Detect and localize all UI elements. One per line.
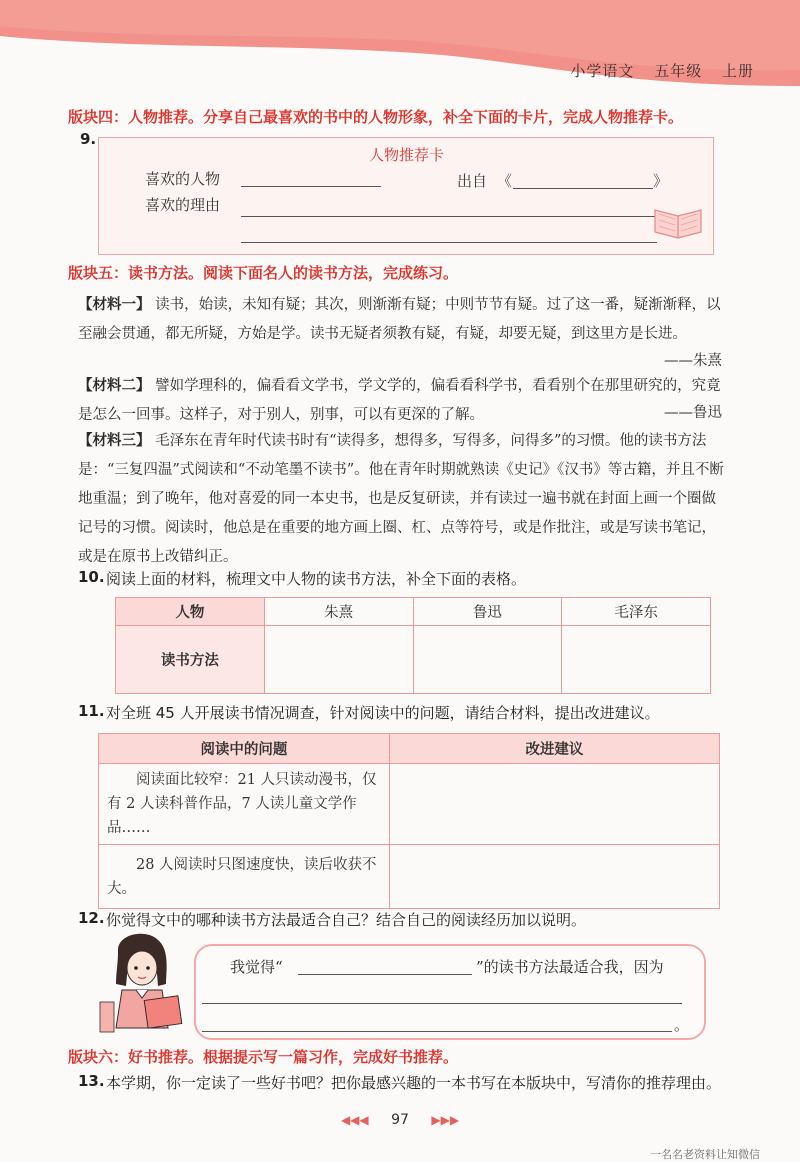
material-1-text: 读书，始读，未知有疑；其次，则渐渐有疑；中则节节有疑。过了这一番，疑渐渐释，以至融会贯通，都无所疑，方始是学。读书无疑者须教有疑，有疑，却要无疑，到这里方是长进。: [78, 297, 721, 342]
q12-number: 12.: [78, 909, 105, 927]
label-source: 出自: [457, 172, 488, 190]
footer-watermark-text: 一名名老资料让知微信: [650, 1148, 760, 1161]
material-3-label: 【材料三】: [78, 432, 151, 449]
section6-title: 版块六：好书推荐。根据提示写一篇习作，完成好书推荐。: [68, 1048, 459, 1066]
reason-blank-1[interactable]: [241, 215, 657, 217]
person-zhuxi: 朱熹: [264, 598, 413, 626]
section4-title: 版块四：人物推荐。分享自己最喜欢的书中的人物形象，补全下面的卡片，完成人物推荐卡。: [68, 108, 684, 126]
q10-col-header: 人物: [116, 598, 265, 626]
q11-problem-1: 阅读面比较窄：21 人只读动漫书，仅有 2 人读科普作品，7 人读儿童文学作品……: [99, 764, 390, 845]
material-3: [78, 426, 726, 576]
q12-method-blank[interactable]: [298, 973, 472, 975]
page-number: 97: [391, 1112, 409, 1128]
header-grade: 五年级: [654, 62, 703, 80]
label-person: 喜欢的人物: [145, 170, 221, 188]
card-title: 人物推荐卡: [369, 146, 445, 164]
q11-number: 11.: [78, 702, 105, 720]
q10-text: 阅读上面的材料，梳理文中人物的读书方法，补全下面的表格。: [106, 570, 527, 588]
material-2: [78, 371, 726, 431]
q11-header-problem: 阅读中的问题: [99, 734, 390, 764]
q11-header-suggestion: 改进建议: [389, 734, 719, 764]
q12-text: 你觉得文中的哪种读书方法最适合自己？结合自己的阅读经历加以说明。: [106, 911, 587, 929]
material-2-author: ——鲁迅: [664, 405, 722, 421]
method-cell-luxun[interactable]: [413, 626, 562, 694]
book-icon: [651, 198, 705, 244]
person-blank[interactable]: [241, 185, 381, 187]
q12-reason-blank-1[interactable]: [202, 1002, 682, 1004]
q11-text: 对全班 45 人开展读书情况调查，针对阅读中的问题，请结合材料，提出改进建议。: [106, 704, 660, 722]
girl-reading-illustration: [96, 928, 196, 1034]
method-cell-zhuxi[interactable]: [264, 626, 413, 694]
header-subject: 小学语文: [570, 62, 635, 80]
reason-blank-2[interactable]: [241, 241, 657, 243]
header-subject-info: [556, 60, 754, 81]
q10-table: [115, 597, 711, 694]
q10-row-header: 读书方法: [116, 626, 265, 694]
q11-table: [98, 733, 720, 909]
method-cell-maozedong[interactable]: [562, 626, 711, 694]
material-2-text: 譬如学理科的，偏看看文学书，学文学的，偏看看科学书，看看别个在那里研究的，究竟是怎么一回事。这样子，对于别人，别事，可以有更深的了解。: [78, 378, 721, 423]
q12-answer-bubble: [194, 944, 706, 1040]
next-arrows-icon: ▶▶▶: [431, 1113, 460, 1127]
q10-number: 10.: [78, 568, 105, 586]
q12-end-mark: 。: [674, 1016, 690, 1034]
header-volume: 上册: [721, 62, 754, 80]
q13-text: 本学期，你一定读了一些好书吧？把你最感兴趣的一本书写在本版块中，写清你的推荐理由。: [106, 1074, 722, 1092]
page-footer: [0, 1112, 800, 1128]
q11-suggestion-2[interactable]: [389, 845, 719, 909]
q11-problem-2: 28 人阅读时只图速度快，读后收获不大。: [99, 845, 390, 909]
material-1: [78, 290, 726, 380]
q12-prefix: 我觉得“: [230, 958, 283, 976]
material-1-label: 【材料一】: [78, 296, 151, 313]
label-reason: 喜欢的理由: [145, 196, 221, 214]
character-card: [98, 137, 714, 255]
section5-title: 版块五：读书方法。阅读下面名人的读书方法，完成练习。: [68, 264, 459, 282]
q12-reason-blank-2[interactable]: [202, 1030, 672, 1032]
material-1-author: ——朱熹: [664, 353, 722, 369]
book-close-mark: 》: [653, 172, 669, 190]
book-open-mark: 《: [497, 172, 513, 190]
q12-suffix: ”的读书方法最适合我，因为: [476, 958, 664, 976]
prev-arrows-icon: ◀◀◀: [340, 1113, 369, 1127]
q9-number: 9.: [80, 130, 97, 148]
q13-number: 13.: [78, 1072, 105, 1090]
source-blank[interactable]: [513, 187, 653, 189]
material-3-text: 毛泽东在青年时代读书时有“读得多，想得多，写得多，问得多”的习惯。他的读书方法是：“三复四温”式阅读和“不动笔墨不读书”。他在青年时期就熟读《史记》《汉书》等古籍，并且不断地重温；到了晚年，他对喜爱的同一本史书，也是反复研读，并有读过一遍书就在封面上画一个圈做记号的习惯。阅读时，他总是在重要的地方画上圈、杠、点等符号，或是作批注，或是写读书笔记，或是在原书上改错纠正。: [78, 433, 724, 565]
person-maozedong: 毛泽东: [562, 598, 711, 626]
q11-suggestion-1[interactable]: [389, 764, 719, 845]
person-luxun: 鲁迅: [413, 598, 562, 626]
material-2-label: 【材料二】: [78, 377, 151, 394]
